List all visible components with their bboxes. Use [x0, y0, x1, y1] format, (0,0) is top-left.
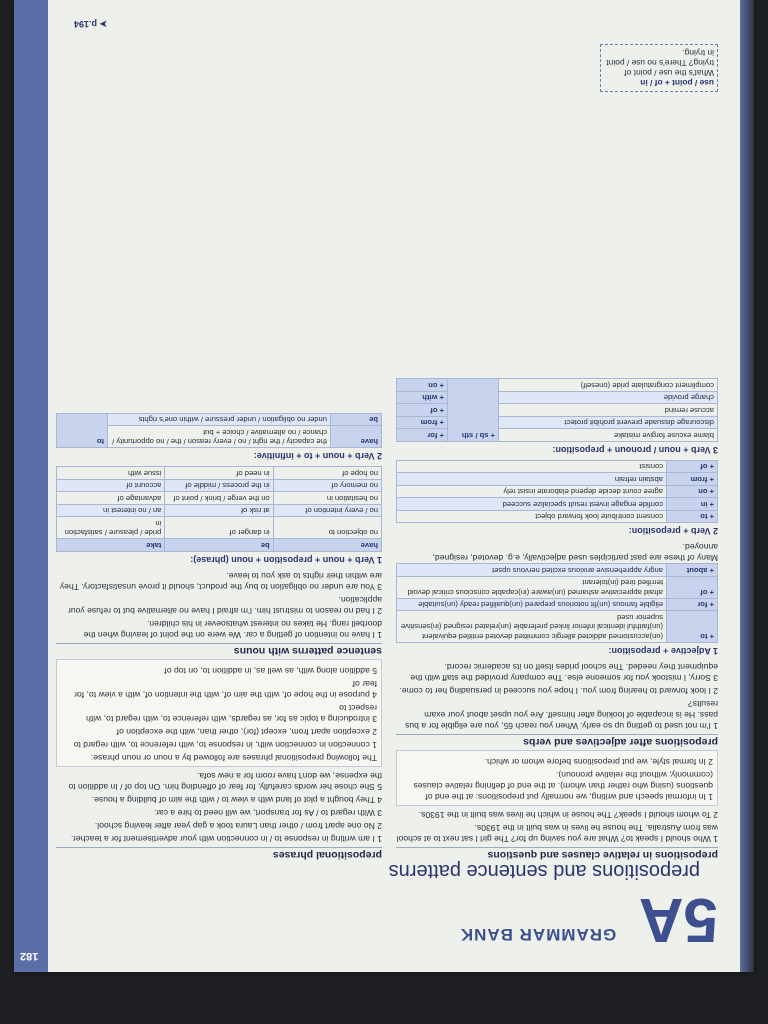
table-row — [397, 498, 718, 511]
right-column — [56, 413, 382, 860]
text-block: 4 purpose in the hope of, with the aim of, with the intention of, with a view to, for fear of — [74, 679, 377, 700]
heading-adj-verbs: prepositions after adjectives and verbs — [396, 734, 718, 747]
subheading-adj-prep: 1 Adjective + preposition: — [608, 646, 718, 656]
table-mid-key: + sb / sth — [448, 379, 499, 442]
table-key: + of — [397, 404, 448, 417]
table-cell: account of — [57, 480, 165, 493]
tip-title: use / point + of / in — [640, 78, 714, 88]
text-block: 3 introducing a topic as for, as regards, with reference to, with regard to, with respect to — [86, 703, 377, 724]
tip-box — [600, 44, 718, 92]
tip-text: What's the use / point of trying? There's no use / point in trying. — [606, 48, 714, 78]
table-row — [397, 611, 718, 643]
table-key: + to — [667, 511, 718, 524]
table-row — [397, 417, 718, 430]
table-cell: consent contribute look forward object — [397, 511, 667, 524]
table-header-row — [57, 539, 382, 552]
heading-prepositional-phrases: prepositional phrases — [56, 847, 382, 860]
text-block: 3 You are under no obligation to buy the product, should it prove unsatisfactory. They are within their rights to ask you to leave. — [59, 571, 382, 592]
text-block: 1 Who should I speak to? What are you saving up for? The girl I sat next to at school was from Australia. The house he lives in was built in the 1930s. — [396, 823, 718, 844]
table-header: take — [57, 539, 165, 552]
table-cell: confide engage invest result specialize succeed — [397, 498, 667, 511]
table-cell: blame excuse forgive mistake — [499, 429, 718, 442]
table-cell: no / every intention of — [273, 505, 381, 518]
table-row — [57, 426, 382, 448]
table-cell: afraid appreciative ashamed (un)aware (in)capable conscious critical devoid terrified tired (in)tolerant — [397, 577, 667, 599]
text-block: 2 exception apart from, except (for), other than, with the exception of — [116, 727, 377, 737]
text-block: 2 No one apart from / other than Laura took a gap year after leaving school. — [94, 821, 382, 831]
table-row — [57, 467, 382, 480]
text-block: 2 I had no reason to mistrust him. I'm afraid I have no alternative but to refuse your application. — [67, 595, 382, 616]
unit-label: 5A — [638, 885, 718, 954]
table-row — [397, 379, 718, 392]
table-cell: abstain refrain — [397, 473, 667, 486]
table-cell: discourage dissuade prevent prohibit protect — [499, 417, 718, 430]
text-block: 2 In formal style, we put prepositions before whom or which. — [484, 757, 713, 767]
subheading-verb-prep: 2 Verb + preposition: — [628, 526, 718, 537]
verb-noun-infinitive-table — [56, 413, 382, 449]
table-key: + from — [397, 417, 448, 430]
textbook-page — [14, 0, 754, 972]
table-key: have — [331, 426, 382, 448]
subheading-verb-noun-prep-noun: 1 Verb + noun + preposition + noun (phrase): — [190, 555, 382, 565]
table-cell: no memory of — [273, 480, 381, 493]
table-cell: an / no interest in — [57, 505, 165, 518]
table-key: + with — [397, 392, 448, 405]
table-cell: accuse remind — [499, 404, 718, 417]
table-cell: advantage of — [57, 492, 165, 505]
table-key: be — [331, 414, 382, 427]
table-row — [397, 599, 718, 612]
table-cell: at risk of — [165, 505, 273, 518]
text-block: 4 They bought a plot of land with a view to / with the aim of building a house. — [91, 795, 382, 805]
table-row — [397, 461, 718, 474]
page-binding-edge — [740, 0, 754, 972]
table-cell: pride / pleasure / satisfaction in — [57, 517, 165, 539]
table-row — [397, 564, 718, 577]
section-label: GRAMMAR BANK — [459, 925, 617, 944]
table-key: + of — [667, 461, 718, 474]
verb-preposition-table — [396, 460, 718, 524]
heading-relative-clauses: prepositions in relative clauses and questions — [396, 847, 718, 860]
table-row — [397, 486, 718, 499]
page-title: prepositions and sentence patterns — [388, 860, 700, 882]
text-block: 3 With regard to / As for transport, we will need to hire a car. — [154, 808, 382, 818]
text-block: 5 She chose her words carefully, for fear of offending him. On top of / In addition to the expense, we don't have room for a new sofa. — [68, 771, 382, 792]
table-row — [397, 392, 718, 405]
rule-box — [56, 659, 382, 767]
text-block: 2 I look forward to hearing from you. I hope you succeed in persuading her to come. — [399, 686, 718, 696]
table-cell: compliment congratulate pride (oneself) — [499, 379, 718, 392]
verb-noun-prep-noun-table — [56, 467, 382, 553]
table-row — [57, 480, 382, 493]
table-row — [57, 505, 382, 518]
heading-sentence-patterns: sentence patterns with nouns — [56, 643, 382, 656]
table-cell: no hesitation in — [273, 492, 381, 505]
table-key: + on — [667, 486, 718, 499]
table-key: + for — [397, 429, 448, 442]
table-cell: issue with — [57, 467, 165, 480]
left-column — [396, 379, 718, 861]
table-cell: the capacity / the right / no / every reason / the / no opportunity / chance / no alternative / choice + but — [108, 426, 331, 448]
table-key: + to — [667, 611, 718, 643]
table-key: + from — [667, 473, 718, 486]
table-row — [397, 404, 718, 417]
subheading-verb-noun-infinitive: 2 Verb + noun + to + infinitive: — [253, 451, 382, 462]
table-cell: charge provide — [499, 392, 718, 405]
text-block: 1 In informal speech and writing, we normally put prepositions: at the end of questions (using who rather than whom). at the end of defining relative clauses (commonly, without the relative pronoun). — [413, 770, 713, 802]
table-cell: consist — [397, 461, 667, 474]
table-row — [57, 492, 382, 505]
table-key: + of — [667, 577, 718, 599]
table-key: + in — [667, 498, 718, 511]
verb-noun-preposition-table — [396, 379, 718, 443]
table-cell: agree count decide depend elaborate insist rely — [397, 486, 667, 499]
table-mid-key: to — [57, 414, 108, 449]
note-text: Many of these are past participles used adjectivally, e.g. devoted, resigned, annoyed. — [432, 542, 718, 564]
table-header: have — [273, 539, 381, 552]
text-block: 2 To whom should I speak? The house in which he lives was built in the 1930s. — [418, 810, 718, 820]
table-row — [397, 429, 718, 442]
rule-box — [396, 750, 718, 806]
page-reference[interactable] — [74, 18, 107, 29]
table-cell: no objection to — [273, 517, 381, 539]
table-cell: in danger of — [165, 517, 273, 539]
table-cell: angry apprehensive anxious excited nervous upset — [397, 564, 667, 577]
side-color-strip — [14, 0, 48, 972]
table-cell: no hope of — [273, 467, 381, 480]
text-block: 5 addition along with, as well as, in addition to, on top of — [164, 666, 377, 676]
adjective-preposition-table — [396, 564, 718, 644]
text-block: 1 I am writing in response to / in connection with your advertisement for a teacher. — [71, 834, 382, 844]
table-header: be — [165, 539, 273, 552]
table-key: + about — [667, 564, 718, 577]
text-block: The following prepositional phrases are followed by a noun or noun phrase: — [90, 753, 377, 763]
text-block: 3 Sorry, I mistook you for someone else. The company provided the staff with the equipment they needed. The school prides itself on its academic record. — [410, 662, 718, 683]
table-cell: in need of — [165, 467, 273, 480]
text-block: 1 I have no intention of getting a car. We were on the point of leaving when the doorbell rang. He takes no interest whatsoever in his children. — [83, 619, 382, 640]
table-cell: on the verge / brink / point of — [165, 492, 273, 505]
table-row — [57, 517, 382, 539]
table-row — [397, 473, 718, 486]
table-key: + on — [397, 379, 448, 392]
subheading-verb-noun-prep: 3 Verb + noun / pronoun + preposition: — [552, 445, 718, 455]
page-header — [68, 859, 718, 954]
page-reference-label: p.194 — [74, 19, 98, 29]
table-cell: in the process / middle of — [165, 480, 273, 493]
table-row — [397, 511, 718, 524]
arrow-right-icon: ➤ — [97, 19, 108, 29]
table-cell: eligible famous (un)fit notorious prepared (un)qualified ready (un)suitable — [397, 599, 667, 612]
text-block: 1 connection in connection with, in response to, with reference to, with regard to — [73, 740, 377, 750]
table-row — [397, 577, 718, 599]
text-block: 1 I'm not used to getting up so early. When you reach 65, you are eligible for a bus pass. He is incapable of looking after himself. Are you upset about your exam results? — [405, 699, 718, 731]
table-key: + for — [667, 599, 718, 612]
table-cell: under no obligation / under pressure / within one's rights — [108, 414, 331, 427]
page-number: 182 — [20, 950, 39, 962]
table-cell: (un)accustomed addicted allergic committed devoted entitled equivalent (un)faithful identical inferior linked preferable (un)related resigned (in)sensitive superior used — [397, 611, 667, 643]
